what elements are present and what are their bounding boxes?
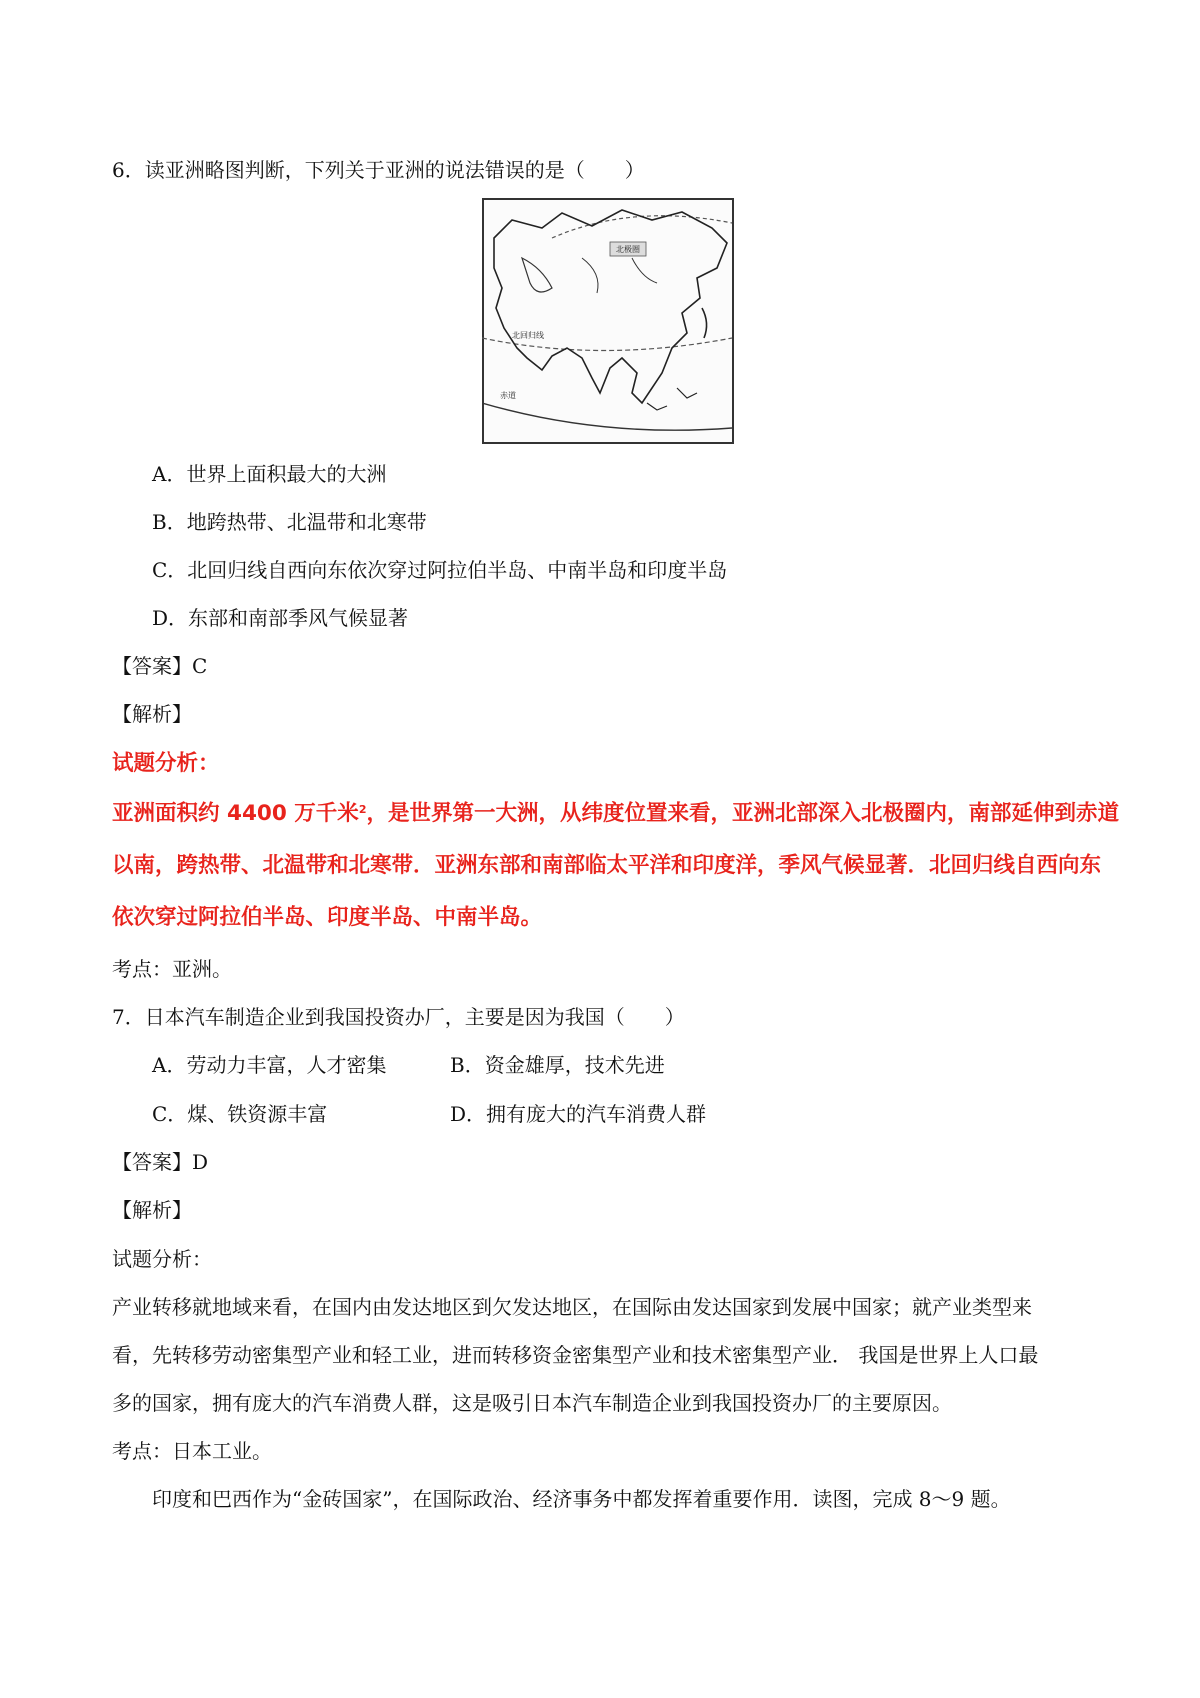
q6-analysis-title: 试题分析：: [112, 751, 220, 776]
q7-option-d: D．拥有庞大的汽车消费人群: [450, 1102, 707, 1126]
q6-option-b: B．地跨热带、北温带和北寒带: [152, 510, 427, 534]
q7-kaodian: 考点：日本工业。: [112, 1439, 272, 1463]
q7-analysis-title: 试题分析：: [112, 1247, 212, 1271]
q7-analysis-header: 【解析】: [112, 1198, 192, 1222]
q6-analysis-line-2: 以南，跨热带、北温带和北寒带．亚洲东部和南部临太平洋和印度洋，季风气候显著．北回归线自西向东: [112, 853, 1102, 878]
q7-answer: 【答案】D: [112, 1150, 209, 1174]
map-label-equator: 赤道: [500, 391, 516, 400]
q6-kaodian: 考点：亚洲。: [112, 957, 232, 981]
q7-analysis-line-3: 多的国家，拥有庞大的汽车消费人群，这是吸引日本汽车制造企业到我国投资办厂的主要原因。: [112, 1391, 952, 1415]
q7-analysis-line-2: 看，先转移劳动密集型产业和轻工业，进而转移资金密集型产业和技术密集型产业． 我国是世界上人口最: [112, 1343, 1039, 1367]
q7-analysis-line-1: 产业转移就地域来看，在国内由发达地区到欠发达地区，在国际由发达国家到发展中国家；就产业类型来: [112, 1295, 1032, 1319]
superscript-2: 2: [358, 803, 367, 816]
q6-answer: 【答案】C: [112, 654, 208, 678]
q6-analysis-line-1: 亚洲面积约 4400 万千米$^2$，是世界第一大洲，从纬度位置来看，亚洲北部深入北极圈内，南部延伸到赤道: [112, 801, 1119, 826]
q7-option-c: C．煤、铁资源丰富: [152, 1102, 328, 1126]
asia-map: [482, 198, 734, 444]
q7-question: 7．日本汽车制造企业到我国投资办厂，主要是因为我国（ ）: [112, 1005, 685, 1029]
q6-option-a: A．世界上面积最大的大洲: [152, 462, 387, 486]
q7-option-b: B．资金雄厚，技术先进: [450, 1053, 665, 1077]
q7-option-a: A．劳动力丰富，人才密集: [152, 1053, 387, 1077]
intro-questions-8-9: 印度和巴西作为“金砖国家”，在国际政治、经济事务中都发挥着重要作用．读图，完成 8～9 题。: [152, 1487, 1011, 1511]
q6-analysis-line-3: 依次穿过阿拉伯半岛、印度半岛、中南半岛。: [112, 905, 543, 930]
q6-question: 6．读亚洲略图判断，下列关于亚洲的说法错误的是（ ）: [112, 158, 645, 182]
q6-option-d: D．东部和南部季风气候显著: [152, 606, 409, 630]
map-label-arctic: 北极圈: [616, 245, 640, 254]
q6-analysis-header: 【解析】: [112, 702, 192, 726]
map-label-tropic: 北回归线: [512, 331, 544, 340]
q6-option-c: C．北回归线自西向东依次穿过阿拉伯半岛、中南半岛和印度半岛: [152, 558, 728, 582]
